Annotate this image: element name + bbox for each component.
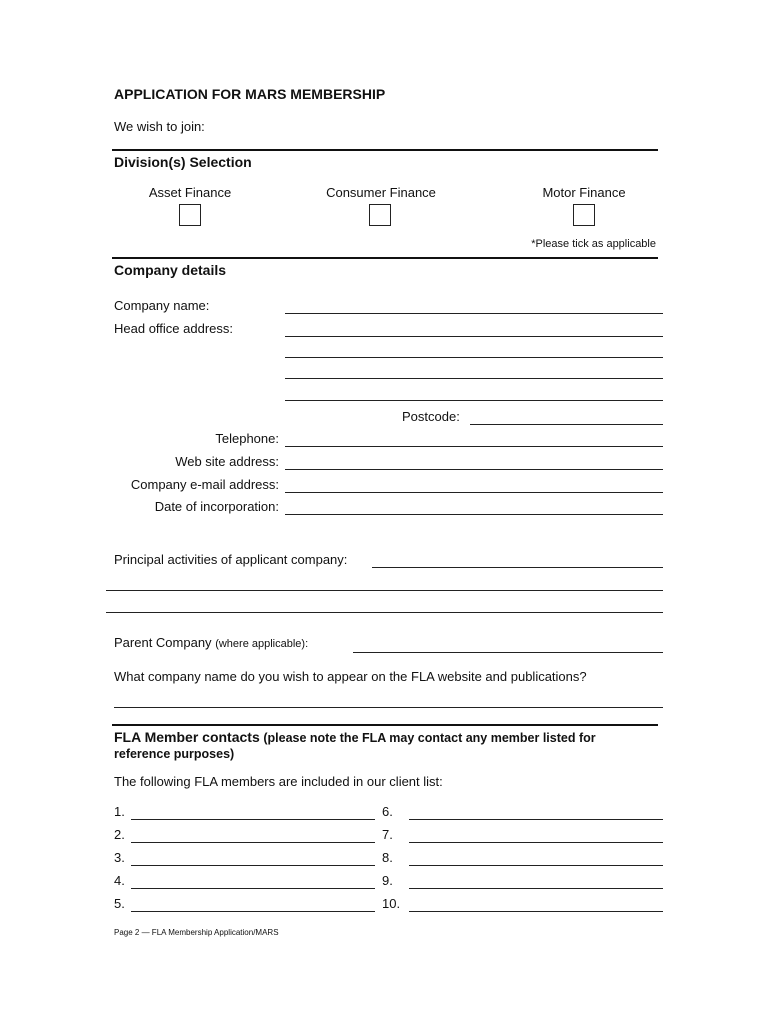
incorporation-date-label: Date of incorporation: xyxy=(154,499,279,514)
division-label-consumer-finance: Consumer Finance xyxy=(326,185,436,200)
telephone-label: Telephone: xyxy=(215,431,279,446)
division-label-motor-finance: Motor Finance xyxy=(542,185,626,200)
contact-field-8[interactable] xyxy=(409,865,663,866)
page-footer: Page 2 — FLA Membership Application/MARS xyxy=(114,928,279,937)
contacts-intro: The following FLA members are included in our client list: xyxy=(114,774,443,789)
contact-field-1[interactable] xyxy=(131,819,375,820)
contact-number: 3. xyxy=(114,850,125,865)
section-divider xyxy=(112,149,658,151)
motor-finance-checkbox[interactable] xyxy=(573,204,595,226)
contact-field-7[interactable] xyxy=(409,842,663,843)
website-label: Web site address: xyxy=(175,454,279,469)
contact-field-10[interactable] xyxy=(409,911,663,912)
company-name-label: Company name: xyxy=(114,298,210,313)
principal-activities-line-2[interactable] xyxy=(106,590,663,591)
contact-field-2[interactable] xyxy=(131,842,375,843)
contact-number: 6. xyxy=(382,804,393,819)
parent-company-field[interactable] xyxy=(353,652,663,653)
contact-number: 5. xyxy=(114,896,125,911)
website-field[interactable] xyxy=(285,469,663,470)
principal-activities-label: Principal activities of applicant company: xyxy=(114,552,348,567)
divisions-heading: Division(s) Selection xyxy=(114,154,252,170)
contacts-heading xyxy=(114,729,654,762)
contact-number: 2. xyxy=(114,827,125,842)
address-line-4-field[interactable] xyxy=(285,400,663,401)
contact-field-4[interactable] xyxy=(131,888,375,889)
tick-note: *Please tick as applicable xyxy=(531,238,656,250)
parent-company-label xyxy=(114,635,308,650)
contact-field-3[interactable] xyxy=(131,865,375,866)
parent-company-text: Parent Company xyxy=(114,635,212,650)
postcode-label: Postcode: xyxy=(402,409,460,424)
consumer-finance-checkbox[interactable] xyxy=(369,204,391,226)
publish-name-field[interactable] xyxy=(114,707,663,708)
contact-number: 7. xyxy=(382,827,393,842)
division-label-asset-finance: Asset Finance xyxy=(148,185,232,200)
address-line-1-field[interactable] xyxy=(285,336,663,337)
contact-number: 10. xyxy=(382,896,401,911)
principal-activities-field[interactable] xyxy=(372,567,663,568)
contact-field-9[interactable] xyxy=(409,888,663,889)
telephone-field[interactable] xyxy=(285,446,663,447)
section-divider xyxy=(112,257,658,259)
contact-field-6[interactable] xyxy=(409,819,663,820)
company-details-heading: Company details xyxy=(114,262,227,278)
publish-name-question: What company name do you wish to appear on the FLA website and publications? xyxy=(114,669,587,684)
contact-field-5[interactable] xyxy=(131,911,375,912)
company-email-label: Company e-mail address: xyxy=(130,477,279,492)
company-email-field[interactable] xyxy=(285,492,663,493)
company-name-field[interactable] xyxy=(285,313,663,314)
head-office-address-label: Head office address: xyxy=(114,321,233,336)
address-line-3-field[interactable] xyxy=(285,378,663,379)
contact-number: 1. xyxy=(114,804,125,819)
contacts-heading-note: (please note the FLA may contact any member listed for reference purposes) xyxy=(114,731,596,761)
intro-text: We wish to join: xyxy=(114,119,205,134)
postcode-field[interactable] xyxy=(470,424,663,425)
contact-number: 4. xyxy=(114,873,125,888)
section-divider xyxy=(112,724,658,726)
parent-company-note: (where applicable): xyxy=(215,638,309,650)
incorporation-date-field[interactable] xyxy=(285,514,663,515)
address-line-2-field[interactable] xyxy=(285,357,663,358)
page-title: APPLICATION FOR MARS MEMBERSHIP xyxy=(114,86,386,102)
asset-finance-checkbox[interactable] xyxy=(179,204,201,226)
principal-activities-line-3[interactable] xyxy=(106,612,663,613)
contact-number: 9. xyxy=(382,873,393,888)
contact-number: 8. xyxy=(382,850,393,865)
contacts-heading-title: FLA Member contacts xyxy=(114,729,260,745)
